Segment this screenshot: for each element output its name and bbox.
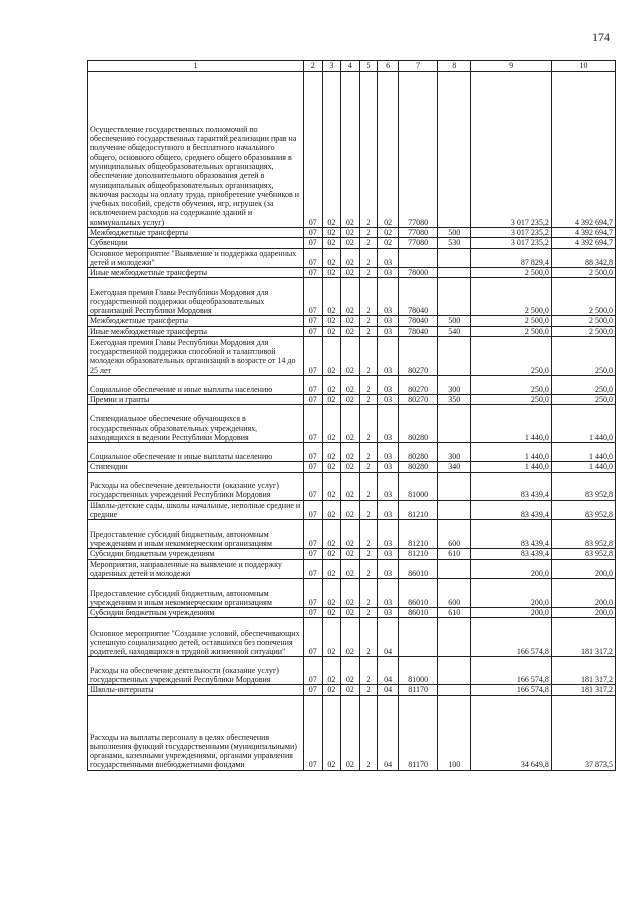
column-header: 3 <box>322 61 341 72</box>
table-row <box>88 608 616 618</box>
row-name: Иные межбюджетные трансферты <box>88 326 304 336</box>
code-cell: 02 <box>322 618 341 657</box>
row-name: Стипендиальное обеспечение обучающихся в государственных образовательных учреждениях, находящихся в ведении Республики Мордовия <box>88 405 304 443</box>
code-cell: 2 <box>359 657 378 685</box>
code-cell <box>438 500 471 520</box>
code-cell <box>438 248 471 268</box>
amount-cell: 200,0 <box>551 579 615 608</box>
code-cell: 86010 <box>398 559 437 579</box>
amount-cell: 2 500,0 <box>551 278 615 316</box>
code-cell: 07 <box>303 618 322 657</box>
amount-cell: 181 317,2 <box>551 657 615 685</box>
amount-cell: 4 392 694,7 <box>551 72 615 228</box>
code-cell: 2 <box>359 443 378 462</box>
code-cell: 300 <box>438 443 471 462</box>
code-cell: 500 <box>438 228 471 238</box>
amount-cell: 83 952,8 <box>551 520 615 549</box>
code-cell: 2 <box>359 405 378 443</box>
code-cell: 02 <box>341 268 360 278</box>
code-cell: 2 <box>359 268 378 278</box>
row-name: Основное мероприятие "Выявление и поддержка одаренных детей и молодежи" <box>88 248 304 268</box>
code-cell: 02 <box>322 337 341 376</box>
code-cell: 03 <box>378 316 399 326</box>
amount-cell: 1 440,0 <box>551 462 615 472</box>
code-cell: 2 <box>359 316 378 326</box>
code-cell: 07 <box>303 337 322 376</box>
table-body <box>88 72 616 771</box>
amount-cell: 1 440,0 <box>551 443 615 462</box>
code-cell: 02 <box>322 549 341 559</box>
table-row <box>88 549 616 559</box>
row-name: Социальное обеспечение и иные выплаты населению <box>88 376 304 395</box>
table-row <box>88 337 616 376</box>
table-row <box>88 316 616 326</box>
table-row <box>88 520 616 549</box>
code-cell: 2 <box>359 579 378 608</box>
amount-cell: 181 317,2 <box>551 685 615 695</box>
code-cell: 81210 <box>398 520 437 549</box>
code-cell: 02 <box>341 685 360 695</box>
amount-cell: 3 017 235,2 <box>471 228 552 238</box>
code-cell: 02 <box>322 579 341 608</box>
code-cell: 03 <box>378 376 399 395</box>
code-cell: 07 <box>303 549 322 559</box>
code-cell: 02 <box>341 376 360 395</box>
code-cell: 04 <box>378 695 399 770</box>
code-cell: 02 <box>322 326 341 336</box>
code-cell: 02 <box>341 559 360 579</box>
code-cell: 2 <box>359 72 378 228</box>
code-cell: 07 <box>303 472 322 500</box>
code-cell <box>438 405 471 443</box>
row-name: Премии и гранты <box>88 395 304 405</box>
row-name: Мероприятия, направленные на выявление и поддержку одаренных детей и молодежи <box>88 559 304 579</box>
code-cell: 07 <box>303 443 322 462</box>
amount-cell: 2 500,0 <box>551 268 615 278</box>
code-cell: 07 <box>303 500 322 520</box>
table-row <box>88 72 616 228</box>
code-cell: 02 <box>341 618 360 657</box>
column-header: 2 <box>303 61 322 72</box>
code-cell: 07 <box>303 238 322 248</box>
amount-cell: 1 440,0 <box>471 462 552 472</box>
code-cell: 07 <box>303 268 322 278</box>
code-cell: 02 <box>341 228 360 238</box>
row-name: Межбюджетные трансферты <box>88 316 304 326</box>
amount-cell: 200,0 <box>551 559 615 579</box>
code-cell: 02 <box>322 685 341 695</box>
code-cell: 02 <box>322 472 341 500</box>
code-cell: 02 <box>341 472 360 500</box>
column-header: 9 <box>471 61 552 72</box>
code-cell: 02 <box>341 443 360 462</box>
code-cell: 500 <box>438 316 471 326</box>
code-cell: 02 <box>322 376 341 395</box>
code-cell: 86010 <box>398 579 437 608</box>
amount-cell: 166 574,8 <box>471 618 552 657</box>
code-cell: 610 <box>438 549 471 559</box>
code-cell: 07 <box>303 72 322 228</box>
table-row <box>88 326 616 336</box>
code-cell: 02 <box>341 405 360 443</box>
code-cell: 2 <box>359 278 378 316</box>
code-cell: 07 <box>303 248 322 268</box>
amount-cell: 200,0 <box>471 559 552 579</box>
amount-cell: 1 440,0 <box>551 405 615 443</box>
code-cell: 07 <box>303 685 322 695</box>
code-cell: 03 <box>378 579 399 608</box>
code-cell: 07 <box>303 559 322 579</box>
row-name: Школы-интернаты <box>88 685 304 695</box>
table-row <box>88 376 616 395</box>
code-cell: 80270 <box>398 337 437 376</box>
code-cell: 07 <box>303 326 322 336</box>
code-cell: 07 <box>303 657 322 685</box>
amount-cell: 83 439,4 <box>471 520 552 549</box>
amount-cell: 83 439,4 <box>471 472 552 500</box>
code-cell: 610 <box>438 608 471 618</box>
code-cell: 02 <box>341 248 360 268</box>
code-cell: 2 <box>359 608 378 618</box>
amount-cell: 3 017 235,2 <box>471 238 552 248</box>
code-cell <box>438 472 471 500</box>
code-cell: 02 <box>341 395 360 405</box>
code-cell: 81210 <box>398 500 437 520</box>
code-cell: 07 <box>303 520 322 549</box>
code-cell: 81170 <box>398 685 437 695</box>
budget-table <box>87 60 616 771</box>
code-cell: 03 <box>378 278 399 316</box>
code-cell: 02 <box>378 228 399 238</box>
code-cell: 2 <box>359 238 378 248</box>
code-cell: 2 <box>359 228 378 238</box>
code-cell: 2 <box>359 395 378 405</box>
amount-cell: 2 500,0 <box>551 326 615 336</box>
code-cell: 86010 <box>398 608 437 618</box>
code-cell: 02 <box>341 608 360 618</box>
code-cell: 77080 <box>398 228 437 238</box>
table-row <box>88 462 616 472</box>
row-name: Субсидии бюджетным учреждениям <box>88 608 304 618</box>
code-cell: 03 <box>378 443 399 462</box>
code-cell: 2 <box>359 549 378 559</box>
amount-cell: 34 649,8 <box>471 695 552 770</box>
code-cell: 300 <box>438 376 471 395</box>
amount-cell: 2 500,0 <box>471 268 552 278</box>
table-row <box>88 278 616 316</box>
code-cell: 02 <box>322 278 341 316</box>
code-cell: 02 <box>341 337 360 376</box>
page-number: 174 <box>592 30 610 44</box>
code-cell: 03 <box>378 472 399 500</box>
code-cell: 78000 <box>398 268 437 278</box>
code-cell <box>398 248 437 268</box>
code-cell: 02 <box>322 238 341 248</box>
amount-cell: 3 017 235,2 <box>471 72 552 228</box>
code-cell: 2 <box>359 462 378 472</box>
code-cell: 03 <box>378 248 399 268</box>
code-cell: 04 <box>378 657 399 685</box>
code-cell: 02 <box>341 520 360 549</box>
code-cell: 07 <box>303 462 322 472</box>
row-name: Расходы на выплаты персоналу в целях обеспечения выполнения функций государственными (муниципальными) органами, казенными учреждениями, органами управления государственными внебюджетными фондами <box>88 695 304 770</box>
code-cell: 81000 <box>398 472 437 500</box>
code-cell: 80280 <box>398 462 437 472</box>
code-cell: 02 <box>341 500 360 520</box>
code-cell <box>438 268 471 278</box>
amount-cell: 250,0 <box>551 376 615 395</box>
code-cell: 77080 <box>398 238 437 248</box>
amount-cell: 88 342,8 <box>551 248 615 268</box>
amount-cell: 2 500,0 <box>471 316 552 326</box>
code-cell: 04 <box>378 618 399 657</box>
code-cell: 02 <box>322 228 341 238</box>
table-row <box>88 500 616 520</box>
amount-cell: 83 952,8 <box>551 500 615 520</box>
code-cell <box>438 337 471 376</box>
amount-cell: 4 392 694,7 <box>551 228 615 238</box>
code-cell: 78040 <box>398 278 437 316</box>
code-cell: 02 <box>322 72 341 228</box>
code-cell: 07 <box>303 228 322 238</box>
code-cell: 02 <box>341 579 360 608</box>
code-cell: 350 <box>438 395 471 405</box>
code-cell: 03 <box>378 520 399 549</box>
code-cell <box>438 72 471 228</box>
table-row <box>88 405 616 443</box>
table-row <box>88 618 616 657</box>
code-cell: 03 <box>378 608 399 618</box>
amount-cell: 166 574,8 <box>471 685 552 695</box>
code-cell: 02 <box>378 72 399 228</box>
code-cell <box>438 559 471 579</box>
column-header: 8 <box>438 61 471 72</box>
code-cell <box>398 618 437 657</box>
code-cell: 02 <box>322 405 341 443</box>
code-cell: 02 <box>322 443 341 462</box>
amount-cell: 37 873,5 <box>551 695 615 770</box>
row-name: Субсидии бюджетным учреждениям <box>88 549 304 559</box>
code-cell: 03 <box>378 337 399 376</box>
column-header: 4 <box>341 61 360 72</box>
row-name: Социальное обеспечение и иные выплаты населению <box>88 443 304 462</box>
row-name: Школы-детские сады, школы начальные, неполные средние и средние <box>88 500 304 520</box>
amount-cell: 83 439,4 <box>471 549 552 559</box>
code-cell: 02 <box>322 520 341 549</box>
column-header: 7 <box>398 61 437 72</box>
code-cell: 2 <box>359 500 378 520</box>
code-cell: 02 <box>378 238 399 248</box>
code-cell: 340 <box>438 462 471 472</box>
code-cell: 02 <box>341 695 360 770</box>
code-cell: 02 <box>341 657 360 685</box>
column-header: 1 <box>88 61 304 72</box>
code-cell: 78040 <box>398 316 437 326</box>
code-cell: 02 <box>322 559 341 579</box>
code-cell: 03 <box>378 395 399 405</box>
table-row <box>88 579 616 608</box>
code-cell: 2 <box>359 559 378 579</box>
table-row <box>88 228 616 238</box>
amount-cell: 2 500,0 <box>551 316 615 326</box>
amount-cell: 83 952,8 <box>551 549 615 559</box>
code-cell: 03 <box>378 500 399 520</box>
code-cell: 02 <box>341 549 360 559</box>
code-cell: 02 <box>322 316 341 326</box>
row-name: Осуществление государственных полномочий по обеспечению государственных гарантий реализации прав на получение общедоступного и бесплатного начального общего, основного общего, среднего общего образования в муниципальных общеобразовательных организациях, обеспечение дополнительного образования детей в муниципальных общеобразовательных организациях, включая расходы на оплату труда, приобретение учебников и учебных пособий, средств обучения, игр, игрушек (за исключением расходов на содержание зданий и коммунальных услуг) <box>88 72 304 228</box>
code-cell: 02 <box>341 316 360 326</box>
code-cell: 2 <box>359 472 378 500</box>
code-cell: 07 <box>303 608 322 618</box>
table-row <box>88 268 616 278</box>
table-row <box>88 443 616 462</box>
row-name: Ежегодная премия Главы Республики Мордовия для государственной поддержки общеобразовательных организаций Республики Мордовия <box>88 278 304 316</box>
code-cell: 07 <box>303 278 322 316</box>
code-cell <box>438 685 471 695</box>
code-cell: 2 <box>359 337 378 376</box>
amount-cell: 200,0 <box>471 579 552 608</box>
amount-cell: 250,0 <box>551 337 615 376</box>
table-row <box>88 695 616 770</box>
code-cell: 2 <box>359 695 378 770</box>
table-row <box>88 685 616 695</box>
code-cell: 02 <box>341 238 360 248</box>
code-cell: 04 <box>378 685 399 695</box>
code-cell: 02 <box>322 608 341 618</box>
amount-cell: 1 440,0 <box>471 405 552 443</box>
code-cell <box>438 657 471 685</box>
amount-cell: 4 392 694,7 <box>551 238 615 248</box>
code-cell: 03 <box>378 405 399 443</box>
amount-cell: 87 829,4 <box>471 248 552 268</box>
code-cell: 81170 <box>398 695 437 770</box>
code-cell: 02 <box>341 278 360 316</box>
code-cell: 02 <box>322 395 341 405</box>
code-cell: 02 <box>341 462 360 472</box>
code-cell: 80270 <box>398 376 437 395</box>
amount-cell: 250,0 <box>551 395 615 405</box>
row-name: Предоставление субсидий бюджетным, автономным учреждениям и иным некоммерческим организациям <box>88 579 304 608</box>
code-cell: 2 <box>359 376 378 395</box>
amount-cell: 250,0 <box>471 395 552 405</box>
code-cell: 02 <box>322 500 341 520</box>
amount-cell: 1 440,0 <box>471 443 552 462</box>
code-cell: 02 <box>341 72 360 228</box>
row-name: Предоставление субсидий бюджетным, автономным учреждениям и иным некоммерческим организациям <box>88 520 304 549</box>
row-name: Расходы на обеспечение деятельности (оказание услуг) государственных учреждений Республики Мордовия <box>88 472 304 500</box>
code-cell: 03 <box>378 549 399 559</box>
row-name: Основное мероприятие "Создание условий, обеспечивающих успешную социализацию детей, оставшихся без попечения родителей, находящихся в трудной жизненной ситуации" <box>88 618 304 657</box>
code-cell: 03 <box>378 559 399 579</box>
code-cell <box>438 618 471 657</box>
row-name: Ежегодная премия Главы Республики Мордовия для государственной поддержки способной и талантливой молодежи образовательных организаций в возрасте от 14 до 25 лет <box>88 337 304 376</box>
code-cell: 77080 <box>398 72 437 228</box>
amount-cell: 83 439,4 <box>471 500 552 520</box>
amount-cell: 2 500,0 <box>471 326 552 336</box>
code-cell: 07 <box>303 395 322 405</box>
amount-cell: 83 952,8 <box>551 472 615 500</box>
code-cell: 81000 <box>398 657 437 685</box>
column-header: 5 <box>359 61 378 72</box>
amount-cell: 250,0 <box>471 376 552 395</box>
header-row <box>88 61 616 72</box>
row-name: Стипендии <box>88 462 304 472</box>
amount-cell: 200,0 <box>551 608 615 618</box>
amount-cell: 181 317,2 <box>551 618 615 657</box>
amount-cell: 200,0 <box>471 608 552 618</box>
code-cell: 02 <box>322 268 341 278</box>
table-row <box>88 248 616 268</box>
table-row <box>88 472 616 500</box>
code-cell: 07 <box>303 695 322 770</box>
code-cell: 2 <box>359 520 378 549</box>
code-cell: 2 <box>359 685 378 695</box>
code-cell: 03 <box>378 268 399 278</box>
code-cell: 80280 <box>398 443 437 462</box>
code-cell <box>438 278 471 316</box>
code-cell: 530 <box>438 238 471 248</box>
table-row <box>88 395 616 405</box>
code-cell: 100 <box>438 695 471 770</box>
row-name: Иные межбюджетные трансферты <box>88 268 304 278</box>
column-header: 10 <box>551 61 615 72</box>
code-cell: 78040 <box>398 326 437 336</box>
code-cell: 07 <box>303 405 322 443</box>
code-cell: 02 <box>322 248 341 268</box>
amount-cell: 166 574,8 <box>471 657 552 685</box>
code-cell: 80280 <box>398 405 437 443</box>
amount-cell: 2 500,0 <box>471 278 552 316</box>
code-cell: 03 <box>378 326 399 336</box>
table-row <box>88 238 616 248</box>
code-cell: 80270 <box>398 395 437 405</box>
code-cell: 02 <box>322 695 341 770</box>
code-cell: 07 <box>303 579 322 608</box>
code-cell: 2 <box>359 248 378 268</box>
code-cell: 600 <box>438 520 471 549</box>
code-cell: 81210 <box>398 549 437 559</box>
code-cell: 600 <box>438 579 471 608</box>
code-cell: 02 <box>322 657 341 685</box>
table-row <box>88 559 616 579</box>
row-name: Расходы на обеспечение деятельности (оказание услуг) государственных учреждений Республики Мордовия <box>88 657 304 685</box>
column-header: 6 <box>378 61 399 72</box>
row-name: Субвенции <box>88 238 304 248</box>
code-cell: 07 <box>303 316 322 326</box>
code-cell: 03 <box>378 462 399 472</box>
table-row <box>88 657 616 685</box>
amount-cell: 250,0 <box>471 337 552 376</box>
code-cell: 02 <box>322 462 341 472</box>
code-cell: 07 <box>303 376 322 395</box>
code-cell: 540 <box>438 326 471 336</box>
row-name: Межбюджетные трансферты <box>88 228 304 238</box>
code-cell: 2 <box>359 326 378 336</box>
code-cell: 02 <box>341 326 360 336</box>
code-cell: 2 <box>359 618 378 657</box>
